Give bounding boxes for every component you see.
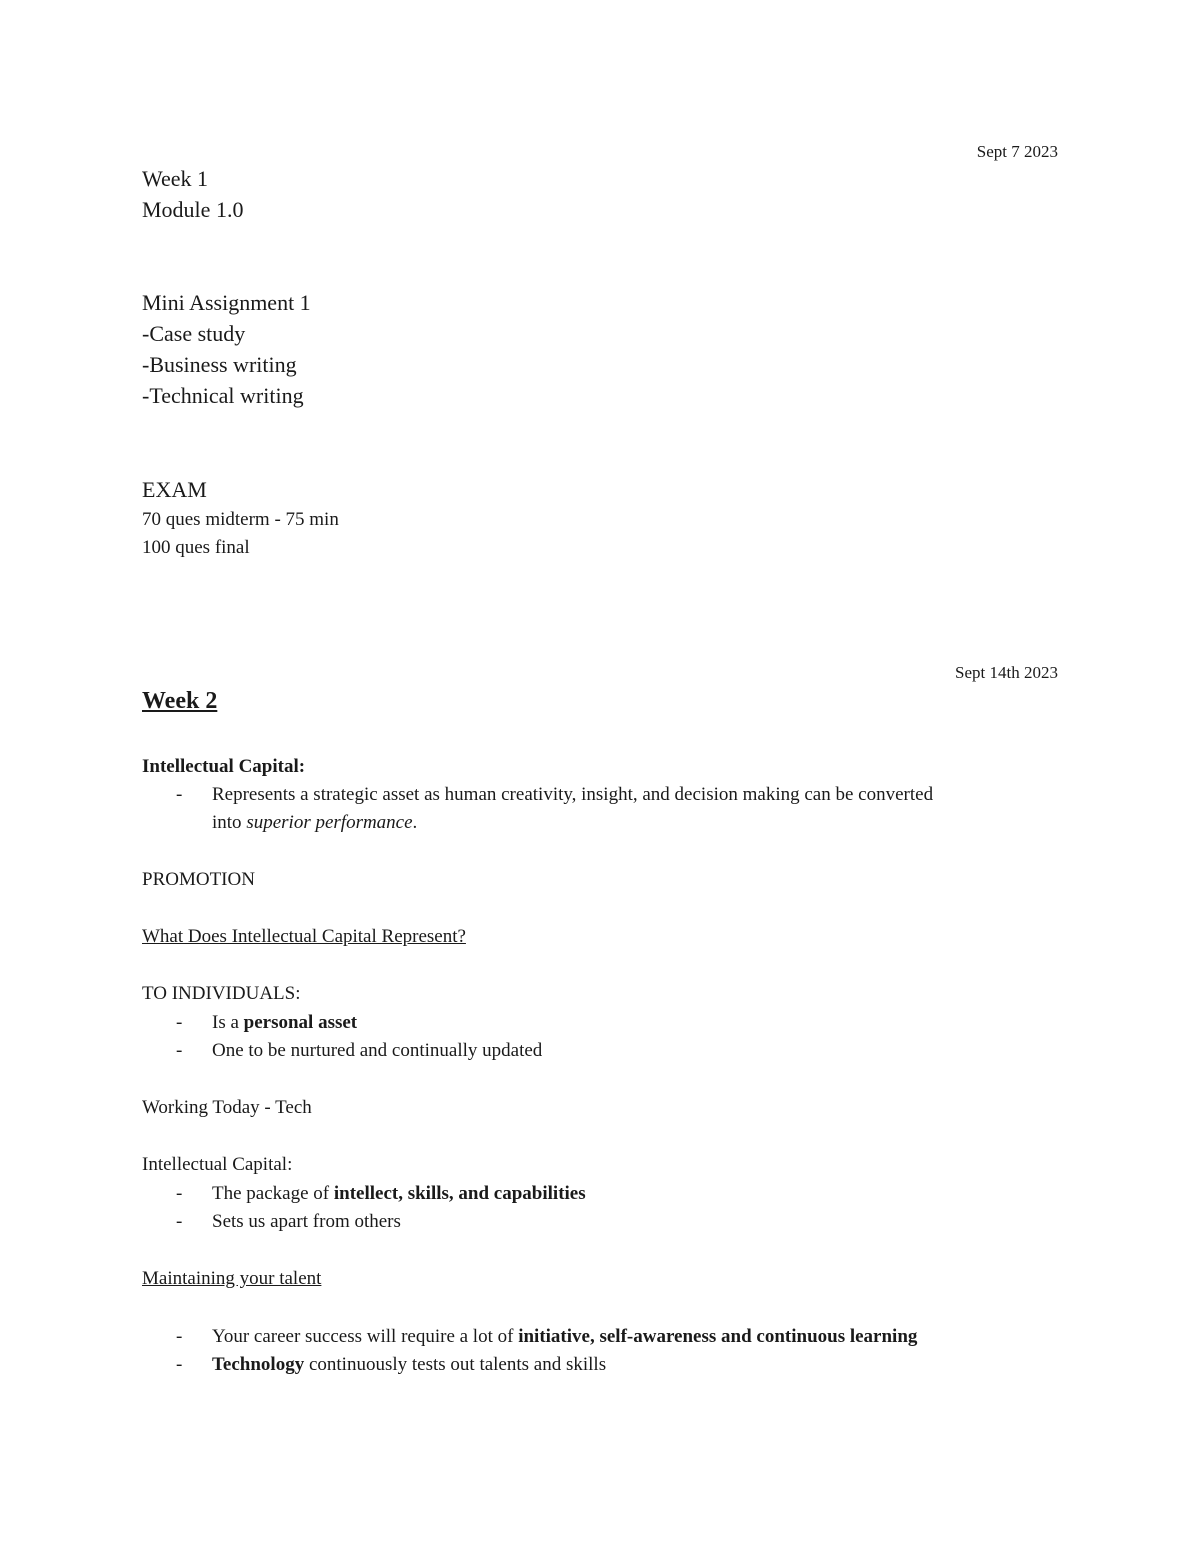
week1-module: Module 1.0 [142, 197, 244, 222]
bullet-dash: - [176, 1326, 183, 1347]
bullet-dash: - [176, 1354, 183, 1375]
ic-bullet-line2-prefix: into [212, 812, 247, 833]
assignment-title: Mini Assignment 1 [142, 290, 311, 315]
bullet-dash: - [176, 1211, 183, 1232]
individuals-b1-bold: personal asset [243, 1012, 358, 1033]
talent-heading: Maintaining your talent [142, 1268, 322, 1289]
talent-bullet-1 [212, 1326, 917, 1348]
talent-bullet-2 [212, 1354, 606, 1376]
week2-title: Week 2 [142, 688, 218, 714]
assignment-item: -Business writing [142, 352, 297, 377]
assignment-item: -Case study [142, 321, 246, 346]
week1-title: Week 1 [142, 166, 209, 191]
week1-date: Sept 7 2023 [976, 142, 1058, 161]
exam-item: 70 ques midterm - 75 min [142, 509, 339, 530]
promotion-label: PROMOTION [142, 869, 255, 890]
bullet-dash: - [176, 784, 183, 805]
exam-item: 100 ques final [142, 537, 250, 558]
bullet-dash: - [176, 1183, 183, 1204]
individuals-bullet-2: One to be nurtured and continually updated [212, 1040, 543, 1061]
ic-bullet-italic: superior performance [246, 812, 413, 833]
ic2-bullet-2: Sets us apart from others [212, 1211, 401, 1232]
individuals-b1-prefix: Is a [212, 1012, 244, 1033]
ic2-heading: Intellectual Capital: [142, 1154, 293, 1175]
working-today: Working Today - Tech [142, 1097, 312, 1118]
week2-date: Sept 14th 2023 [955, 663, 1058, 682]
question-heading: What Does Intellectual Capital Represent? [142, 926, 466, 947]
individuals-bullet-1 [212, 1012, 357, 1034]
talent-b2-bold: Technology [212, 1354, 305, 1375]
individuals-heading: TO INDIVIDUALS: [142, 983, 301, 1004]
ic2-b1-bold: intellect, skills, and capabilities [333, 1183, 586, 1204]
ic2-bullet-1 [212, 1183, 586, 1205]
bullet-dash: - [176, 1012, 183, 1033]
talent-b1-bold: initiative, self-awareness and continuous learning [518, 1326, 918, 1347]
exam-title: EXAM [142, 477, 207, 502]
ic-bullet-line2 [212, 812, 417, 834]
talent-b2-suffix: continuously tests out talents and skills [304, 1354, 607, 1375]
ic-heading: Intellectual Capital: [142, 756, 306, 777]
ic-bullet-line1: Represents a strategic asset as human creativity, insight, and decision making can be converted [212, 784, 934, 805]
ic2-b1-prefix: The package of [212, 1183, 334, 1204]
bullet-dash: - [176, 1040, 183, 1061]
talent-b1-prefix: Your career success will require a lot of [212, 1326, 519, 1347]
assignment-item: -Technical writing [142, 383, 304, 408]
ic-bullet-line2-suffix: . [412, 812, 418, 833]
